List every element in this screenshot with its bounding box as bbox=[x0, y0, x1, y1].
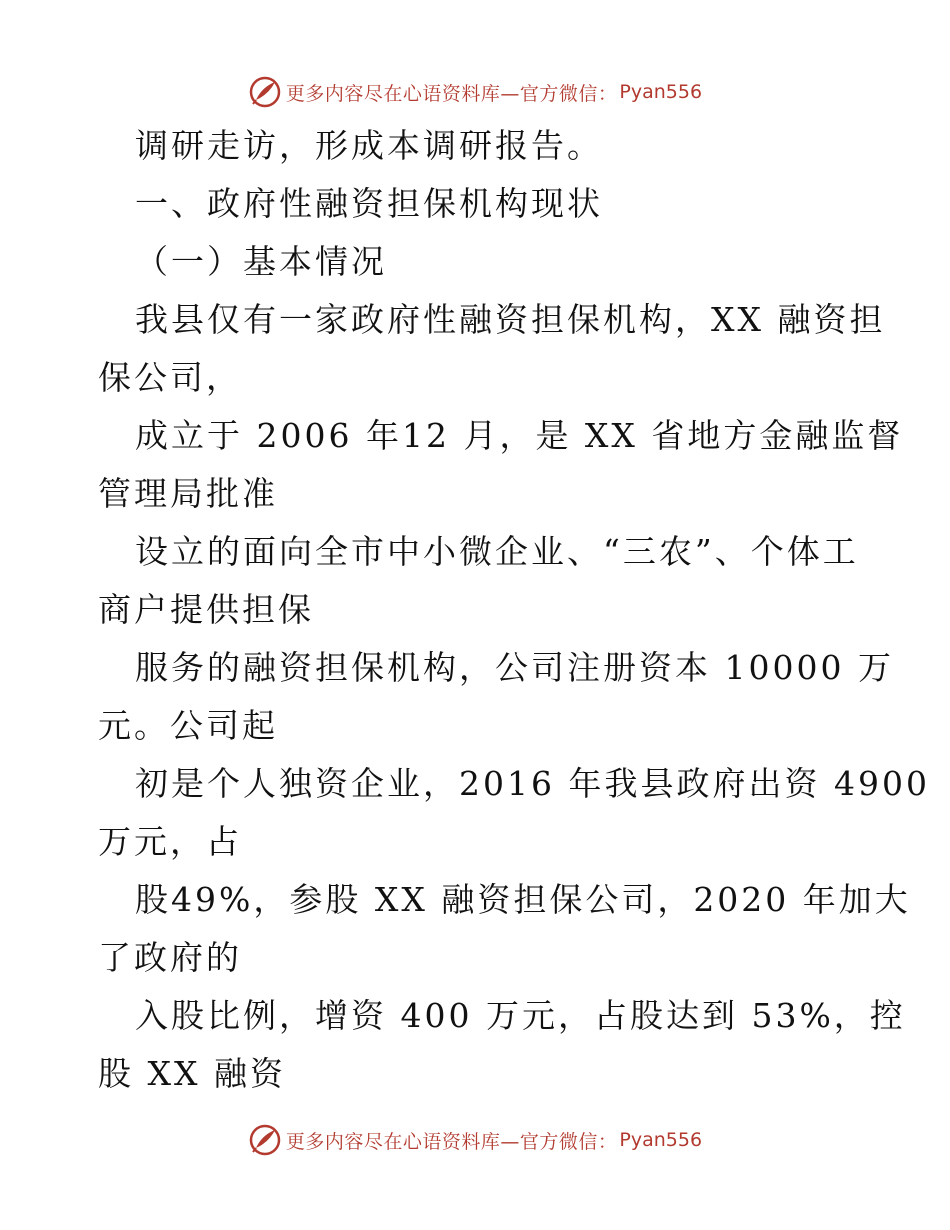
paragraph-line: 服务的融资担保机构，公司注册资本 10000 万 bbox=[135, 648, 894, 687]
paragraph-line: 股 XX 融资 bbox=[98, 1054, 286, 1093]
paragraph-line: 调研走访，形成本调研报告。 bbox=[135, 126, 603, 165]
quill-logo-icon bbox=[248, 1123, 282, 1157]
paragraph-line: 股49%，参股 XX 融资担保公司，2020 年加大 bbox=[135, 880, 911, 919]
quill-logo-icon bbox=[248, 75, 282, 109]
paragraph-line: 商户提供担保 bbox=[98, 590, 314, 629]
paragraph-line: 了政府的 bbox=[98, 938, 242, 977]
paragraph-line: 入股比例，增资 400 万元，占股达到 53%，控 bbox=[135, 996, 906, 1035]
paragraph-line: 元。公司起 bbox=[98, 706, 278, 745]
paragraph-line: 成立于 2006 年12 月，是 XX 省地方金融监督 bbox=[135, 416, 904, 455]
paragraph-line: 设立的面向全市中小微企业、“三农”、个体工 bbox=[135, 532, 859, 571]
paragraph-line: 我县仅有一家政府性融资担保机构，XX 融资担 bbox=[135, 300, 886, 339]
paragraph-line: 万元，占 bbox=[98, 822, 242, 861]
paragraph-line: 保公司， bbox=[98, 358, 242, 397]
watermark-wechat-id: Pyan556 bbox=[619, 81, 703, 103]
paragraph-line: 初是个人独资企业，2016 年我县政府出资 4900 bbox=[135, 764, 930, 803]
watermark-wechat-id: Pyan556 bbox=[619, 1129, 703, 1151]
section-heading: 一、政府性融资担保机构现状 bbox=[135, 184, 603, 223]
footer-watermark-banner bbox=[0, 1120, 950, 1160]
subsection-heading: （一）基本情况 bbox=[135, 242, 387, 281]
header-watermark-banner bbox=[0, 72, 950, 112]
watermark-text: 更多内容尽在心语资料库—官方微信： bbox=[285, 82, 618, 105]
paragraph-line: 管理局批准 bbox=[98, 474, 278, 513]
watermark-text: 更多内容尽在心语资料库—官方微信： bbox=[285, 1130, 618, 1153]
